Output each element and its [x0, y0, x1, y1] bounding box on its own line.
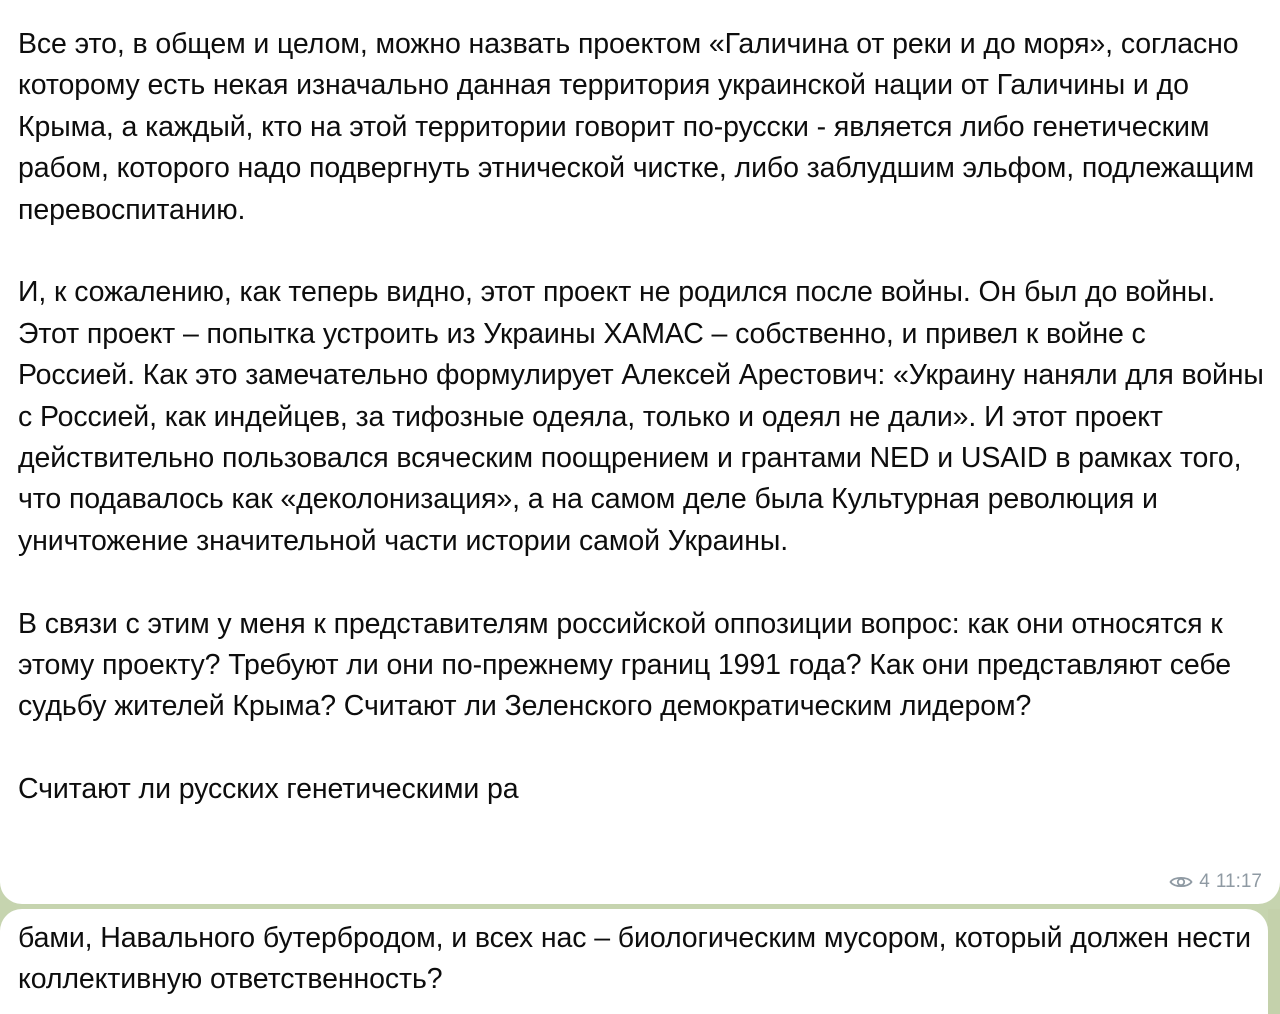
message-paragraph: В связи с этим у меня к представителям российской оппозиции вопрос: как они относятся к этому проекту? Требуют ли они по-прежнему границ 1991 года? Как они представляют себе судьбу жителей Крыма? Считают ли Зеленского демократическим лидером?: [18, 607, 1232, 723]
message-paragraph: бами, Навального бутербродом, и всех нас – биологическим мусором, который должен нести коллективную ответственность?: [18, 922, 1251, 996]
message-text: [18, 24, 1268, 811]
message-time: 11:17: [1215, 871, 1262, 892]
eye-icon: [1169, 874, 1193, 890]
message-paragraph: Все это, в общем и целом, можно назвать проектом «Галичина от реки и до моря», согласно которому есть некая изначально данная территория украинской нации от Галичины и до Крыма, а каждый, кто на этой территории говорит по-русски - является либо генетическим рабом, которого надо подвергнуть этнической чистке, либо заблудшим эльфом, подлежащим перевоспитанию.: [18, 28, 1255, 226]
message-paragraph: Считают ли русских генетическими ра: [18, 773, 519, 806]
view-count: 4: [1199, 871, 1210, 892]
message-paragraph: И, к сожалению, как теперь видно, этот проект не родился после войны. Он был до войны. Этот проект – попытка устроить из Украины ХАМАС – собственно, и привел к войне с Россией. Как это замечательно формулирует Алексей Арестович: «Украину наняли для войны с Россией, как индейцев, за тифозные одеяла, только и одеял не дали». И этот проект действительно пользовался всяческим поощрением и грантами NED и USAID в рамках того, что подавалось как «деколонизация», а на самом деле была Культурная революция и уничтожение значительной части истории самой Украины.: [18, 276, 1264, 557]
message-text: [18, 918, 1258, 1001]
message-meta: [1169, 869, 1262, 895]
scrollbar[interactable]: [1268, 909, 1280, 1014]
